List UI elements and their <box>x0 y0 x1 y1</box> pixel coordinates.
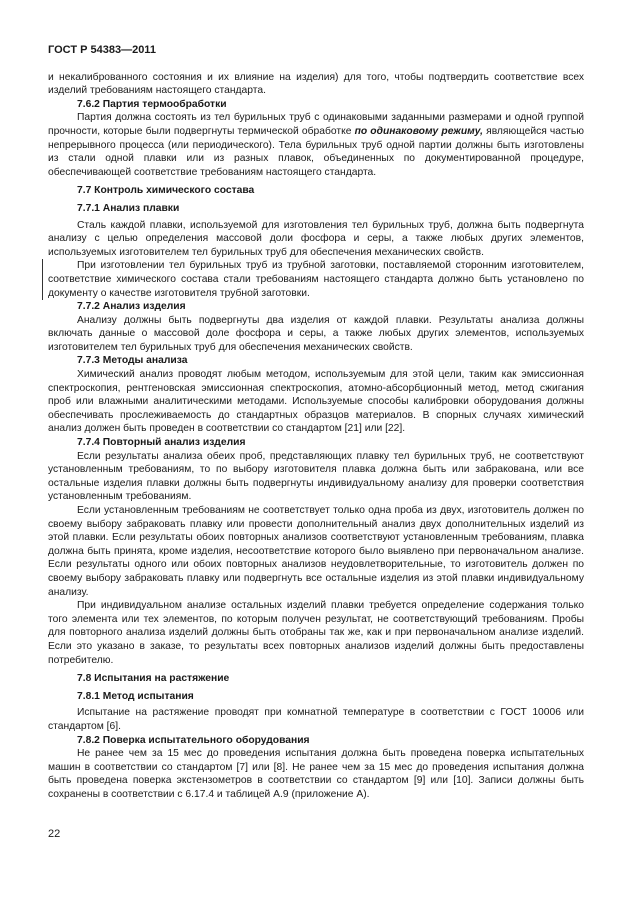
heading-7-7-2: 7.7.2 Анализ изделия <box>77 301 186 313</box>
heading-7-8: 7.8 Испытания на растяжение <box>77 673 230 685</box>
paragraph-7-7-4-b: Если установленным требованиям не соответствует только одна проба из двух, изготовитель должен по своему выбору забраковать плавку или провести дополнительный анализ двух дополнительных изделий из этой плавки. Если результаты обоих повторных анализов соответствуют установленным требованиям, плавка должна быть принята, кроме изделия, несоответствие которого было выявлено при первоначальном анализе. Если результаты одного или обоих повторных анализов неудовлетворительные, то изготовитель должен по своему выбору забраковать плавку или подвергнуть все остальные изделия из этой плавки индивидуальному анализу. <box>48 505 584 598</box>
heading-7-7-4: 7.7.4 Повторный анализ изделия <box>77 437 246 449</box>
change-marked-block <box>48 259 584 300</box>
document-header: ГОСТ Р 54383—2011 <box>48 44 156 56</box>
paragraph-7-7-1-a: Сталь каждой плавки, используемой для изготовления тел бурильных труб, должна быть подвергнута анализу с целью определения массовой доли фосфора и серы, а также любых других элементов, используемых изготовителем тел бурильных труб для обеспечения механических свойств. <box>48 219 584 258</box>
heading-7-8-2: 7.8.2 Поверка испытательного оборудования <box>77 734 310 746</box>
heading-7-8-1: 7.8.1 Метод испытания <box>77 690 194 702</box>
change-bar <box>42 259 43 300</box>
paragraph-7-7-1-b: При изготовлении тел бурильных труб из трубной заготовки, поставляемой сторонним изготовителем, соответствие химического состава стали требованиям настоящего стандарта должно быть установлено по документу о качестве изготовителя трубной заготовки. <box>48 260 584 299</box>
paragraph-7-7-4-a: Если результаты анализа обеих проб, представляющих плавку тел бурильных труб, не соответствуют установленным требованиям, то по выбору изготовителя плавка должна быть или забракована, или все остальные изделия плавки должны быть подвергнуты индивидуальному анализу для проверки соответствия установленным требованиям. <box>48 450 584 503</box>
heading-7-7: 7.7 Контроль химического состава <box>77 185 255 197</box>
paragraph-7-7-4-c: При индивидуальном анализе остальных изделий плавки требуется определение содержания только того элемента или тех элементов, по которым получен результат, не соответствующий требованиям. Пробы для повторного анализа изделий должны быть отобраны так же, как и при первоначальном анализе изделий. Если это указано в заказе, то результаты всех повторных анализов изделий должны быть предоставлены потребителю. <box>48 600 584 666</box>
emphasis-same-mode: по одинаковому режиму, <box>354 125 483 137</box>
paragraph-continuation: и некалиброванного состояния и их влияние на изделия) для того, чтобы подтвердить соответствие всех изделий требованиям настоящего стандарта. <box>48 71 584 97</box>
paragraph-7-7-2: Анализу должны быть подвергнуты два изделия от каждой плавки. Результаты анализа должны включать данные о массовой доле фосфора и серы, а также любых других элементов, используемых изготовителем тел бурильных труб для обеспечения механических свойств. <box>48 314 584 353</box>
paragraph-7-6-2 <box>48 111 584 179</box>
paragraph-7-8-2: Не ранее чем за 15 мес до проведения испытания должна быть проведена поверка испытательных машин в соответствии со стандартом [7] или [8]. Не ранее чем за 15 мес до проведения испытания должна быть проведена поверка экстензометров в соответствии со стандартом [9] или [10]. Записи должны быть сохранены в соответствии с 6.17.4 и таблицей А.9 (приложение А). <box>48 748 584 800</box>
heading-7-7-1: 7.7.1 Анализ плавки <box>77 202 180 214</box>
paragraph-7-6-2-part-a: Партия должна состоять из тел бурильных труб с одинаковыми заданными размерами и одной группой прочности, которые были подвергнуты термической обработке <box>48 112 584 137</box>
heading-7-7-3: 7.7.3 Методы анализа <box>77 355 188 367</box>
paragraph-7-8-1: Испытание на растяжение проводят при комнатной температуре в соответствии с ГОСТ 10006 или стандартом [6]. <box>48 707 584 732</box>
document-page <box>48 44 584 801</box>
heading-7-6-2: 7.6.2 Партия термообработки <box>77 98 227 110</box>
page-number: 22 <box>48 828 61 840</box>
paragraph-7-6-2-part-b: являющейся частью непрерывного процесса (или периодического). Тела бурильных труб одной партии должны быть изготовлены из стали одной плавки или из разных плавок, объединенных по документированной процедуре, обеспечивающей соответствие требованиям настоящего стандарта. <box>48 125 584 178</box>
paragraph-7-7-3: Химический анализ проводят любым методом, используемым для этой цели, таким как эмиссионная спектроскопия, рентгеновская эмиссионная спектроскопия, атомно-абсорбционный метод, метод сжигания проб или влажными аналитическими методами. Используемые способы калибровки оборудования должны обеспечивать прослеживаемость до стандартных образцов материалов. В спорных случаях химический анализ должен быть проведен в соответствии со стандартом [21] или [22]. <box>48 369 584 435</box>
